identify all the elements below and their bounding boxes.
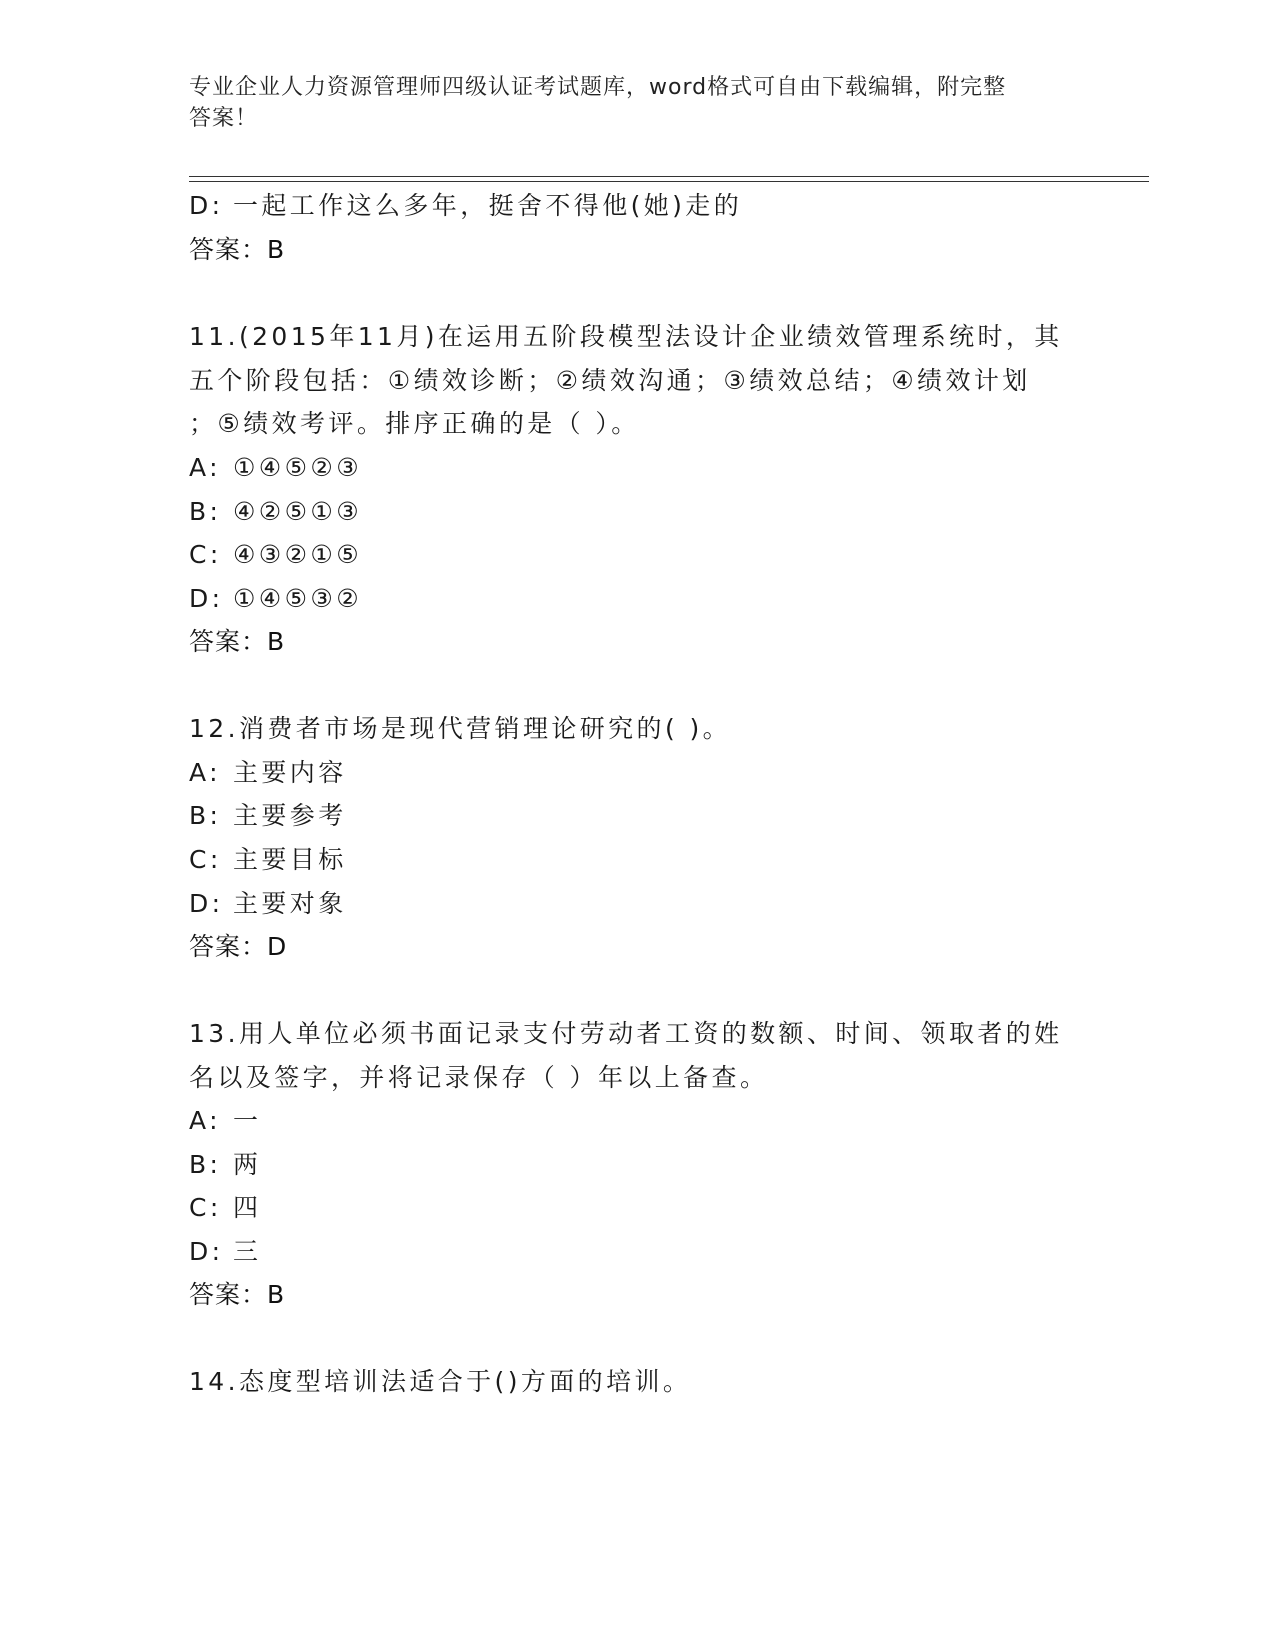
option-label: D: <box>189 191 224 220</box>
answer-line: 答案：B <box>189 627 286 656</box>
option-label: A: <box>189 453 221 482</box>
option-d <box>189 582 362 616</box>
option-label: C: <box>189 540 222 569</box>
option-label: A: <box>189 1106 221 1135</box>
option-a <box>189 451 362 485</box>
option-label: D: <box>189 584 224 613</box>
header-line-1: 专业企业人力资源管理师四级认证考试题库，word格式可自由下载编辑，附完整 <box>189 75 1007 100</box>
option-text: 四 <box>233 1193 262 1222</box>
header-rule-bottom <box>189 181 1149 182</box>
option-text: ①④⑤②③ <box>233 453 363 482</box>
option-text: 一起工作这么多年，挺舍不得他(她)走的 <box>233 191 743 220</box>
option-text: 主要对象 <box>233 889 347 918</box>
option-label: D: <box>189 1237 224 1266</box>
option-text: 主要内容 <box>233 758 347 787</box>
question-stem-line: 名以及签字，并将记录保存（ ）年以上备查。 <box>189 1063 769 1092</box>
option-d <box>189 189 742 223</box>
option-label: C: <box>189 1193 222 1222</box>
option-text: 一 <box>233 1106 262 1135</box>
page-header <box>189 72 1069 134</box>
option-text: ①④⑤③② <box>233 584 363 613</box>
question-stem-line: 14.态度型培训法适合于()方面的培训。 <box>189 1367 692 1396</box>
answer-line: 答案：D <box>189 932 288 961</box>
option-label: D: <box>189 889 224 918</box>
option-label: C: <box>189 845 222 874</box>
header-line-2: 答案！ <box>189 106 259 131</box>
option-text: ④③②①⑤ <box>233 540 363 569</box>
option-d <box>189 1235 261 1269</box>
answer-line: 答案：B <box>189 235 286 264</box>
question-stem-line: ；⑤绩效考评。排序正确的是（ ）。 <box>189 409 640 438</box>
header-rule-top <box>189 176 1149 177</box>
option-text: 主要参考 <box>233 801 347 830</box>
option-text: ④②⑤①③ <box>233 497 363 526</box>
question-stem-line: 五个阶段包括：①绩效诊断；②绩效沟通；③绩效总结；④绩效计划 <box>189 366 1031 395</box>
option-c <box>189 1191 261 1225</box>
option-label: B: <box>189 1150 222 1179</box>
option-a <box>189 756 347 790</box>
question-stem-line: 13.用人单位必须书面记录支付劳动者工资的数额、时间、领取者的姓 <box>189 1019 1063 1048</box>
option-label: A: <box>189 758 221 787</box>
answer-line: 答案：B <box>189 1280 286 1309</box>
question-stem-line: 12.消费者市场是现代营销理论研究的( )。 <box>189 714 732 743</box>
option-c <box>189 843 347 877</box>
option-b <box>189 799 347 833</box>
option-text: 主要目标 <box>233 845 347 874</box>
option-text: 三 <box>233 1237 262 1266</box>
option-b <box>189 1148 261 1182</box>
option-b <box>189 495 362 529</box>
option-label: B: <box>189 801 222 830</box>
option-c <box>189 538 362 572</box>
option-label: B: <box>189 497 222 526</box>
option-a <box>189 1104 261 1138</box>
option-text: 两 <box>233 1150 262 1179</box>
question-stem-line: 11.(2015年11月)在运用五阶段模型法设计企业绩效管理系统时，其 <box>189 322 1063 351</box>
option-d <box>189 887 347 921</box>
